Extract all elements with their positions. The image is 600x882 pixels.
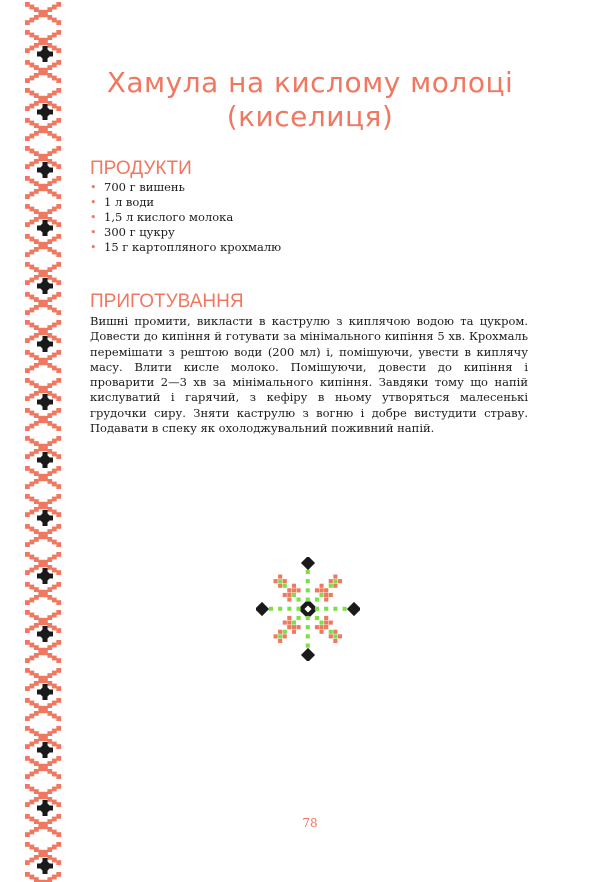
- border-motif: [25, 118, 61, 178]
- border-motif: [25, 176, 61, 236]
- border-motif: [25, 524, 61, 584]
- products-heading: ПРОДУКТИ: [90, 158, 192, 179]
- embroidery-border: [22, 0, 68, 882]
- preparation-text: Вишні промити, викласти в каструлю з киплячою водою та цукром. Довести до кипіння й готувати за мінімального кипіння 5 хв. Крохмаль перемішати з рештою води (200 мл) і, помішуючи, увести в киплячу масу. Влити кисле молоко. Помішуючи, довести до кипіння і проварити 2—3 хв за мінімального кипіння. Завдяки тому що напій кислуватий і гарячий, з кефіру в ньому утворяться малесенькі грудочки сиру. Зняти каструлю з вогню і добре вистудити страву. Подавати в спеку як охолоджувальний поживний напій.: [90, 314, 528, 436]
- page-title: Хамула на кислому молоці (киселиця): [106, 66, 514, 133]
- bullet-icon: •: [90, 241, 97, 254]
- bullet-icon: •: [90, 211, 97, 224]
- ornament-diamond: [301, 557, 315, 570]
- page-number: 78: [302, 816, 318, 830]
- list-item: • 700 г вишень: [90, 180, 185, 194]
- border-motif: [25, 350, 61, 410]
- border-motif: [25, 234, 61, 294]
- ingredients-list: [90, 180, 281, 255]
- border-motif: [25, 408, 61, 468]
- border-motif: [25, 814, 61, 874]
- ornament-diamond: [256, 602, 269, 616]
- border-motif: [25, 640, 61, 700]
- ornament-diamond: [347, 602, 360, 616]
- embroidery-ornament: [256, 557, 360, 661]
- border-motif: [25, 292, 61, 352]
- border-motif: [25, 466, 61, 526]
- bullet-icon: •: [90, 226, 97, 239]
- bullet-icon: •: [90, 196, 97, 209]
- border-motif: [25, 60, 61, 120]
- border-motif: [25, 2, 61, 62]
- list-item: • 1,5 л кислого молока: [90, 210, 234, 224]
- border-motif: [25, 756, 61, 816]
- list-item: • 1 л води: [90, 195, 155, 209]
- border-motif: [25, 698, 61, 758]
- ornament-diamond: [301, 648, 315, 661]
- list-item: • 15 г картопляного крохмалю: [90, 240, 282, 254]
- bullet-icon: •: [90, 181, 97, 194]
- border-motif: [25, 582, 61, 642]
- list-item: • 300 г цукру: [90, 225, 175, 239]
- preparation-heading: ПРИГОТУВАННЯ: [90, 291, 244, 312]
